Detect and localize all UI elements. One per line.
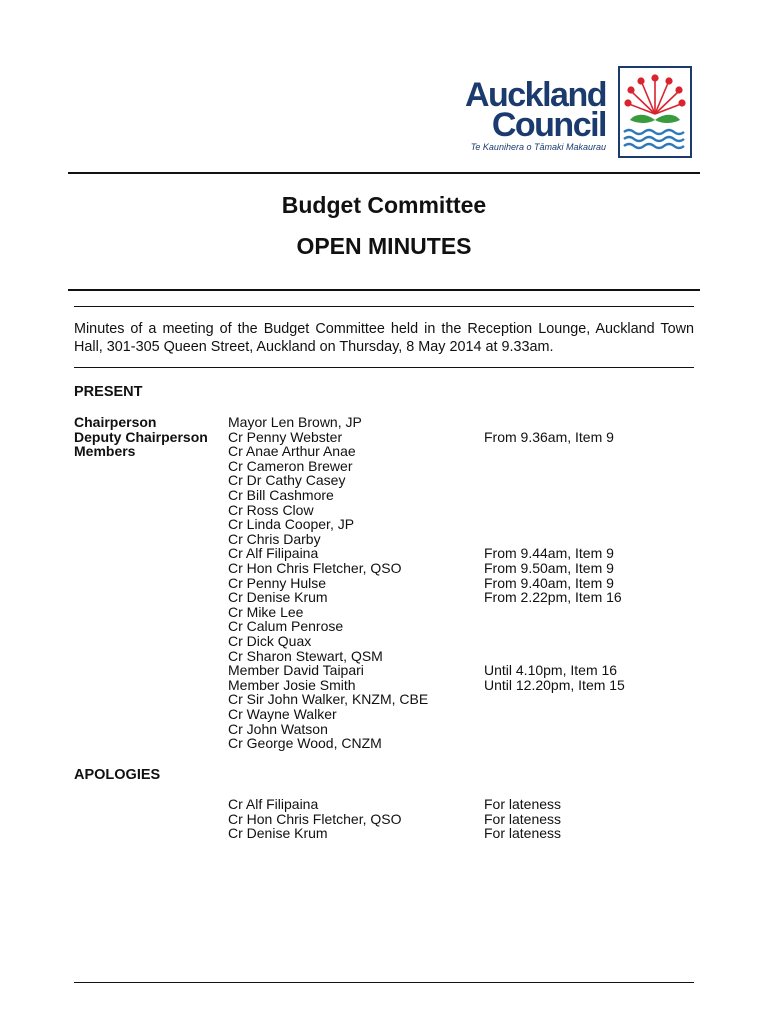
attendance-note: Until 12.20pm, Item 15 [484,676,625,693]
attendee-name: Cr Chris Darby [228,530,321,547]
apology-reason: For lateness [484,825,562,842]
attendance-row [0,736,768,751]
attendance-row [0,473,768,488]
auckland-council-logo [448,64,694,160]
attendance-row [0,517,768,532]
attendee-name: Cr Cameron Brewer [228,457,353,474]
attendance-row [0,444,768,459]
attendance-row [0,605,768,620]
attendee-name: Cr Linda Cooper, JP [228,516,355,533]
attendee-role: Deputy Chairperson [74,428,208,445]
apology-name: Cr Alf Filipaina [228,796,319,812]
attendee-name: Cr Mike Lee [228,603,304,620]
attendance-row [0,707,768,722]
attendance-note: From 9.50am, Item 9 [484,560,614,576]
attendance-row [0,561,768,576]
header-bottom-rule [68,289,700,291]
apology-reason: For lateness [484,796,562,812]
meeting-intro-text: Minutes of a meeting of the Budget Committee held in the Reception Lounge, Auckland Town Hall, 301-305 Queen Street, Auckland on Thursday, 8 May 2014 at 9.33am. [74,321,694,355]
apology-row [0,797,768,812]
apology-name: Cr Hon Chris Fletcher, QSO [228,810,402,827]
logo-tagline: Te Kaunihera o Tāmaki Makaurau [470,142,606,152]
attendee-name: Member David Taipari [228,662,364,679]
apology-row [0,826,768,841]
attendance-row [0,634,768,649]
attendee-name: Cr Hon Chris Fletcher, QSO [228,560,402,576]
attendance-note: Until 4.10pm, Item 16 [484,662,618,679]
attendee-name: Cr Bill Cashmore [228,487,334,503]
attendance-row [0,663,768,678]
attendance-row [0,415,768,430]
attendance-row [0,722,768,737]
attendee-name: Cr John Watson [228,720,328,737]
attendee-name: Cr Penny Hulse [228,574,327,591]
document-title: Budget Committee [281,192,487,218]
present-heading: PRESENT [74,384,143,400]
apology-name: Cr Denise Krum [228,825,328,842]
attendance-note: From 9.40am, Item 9 [484,574,614,591]
attendance-row [0,576,768,591]
document-subtitle: OPEN MINUTES [296,233,472,259]
apologies-heading: APOLOGIES [74,767,161,783]
attendance-row [0,649,768,664]
attendee-name: Cr Sir John Walker, KNZM, CBE [228,691,429,708]
logo-wordmark-line2: Council [491,106,606,144]
attendance-note: From 9.36am, Item 9 [484,428,614,445]
attendance-row [0,488,768,503]
attendee-name: Cr Calum Penrose [228,618,344,635]
attendee-name: Cr Alf Filipaina [228,545,319,562]
attendee-name: Cr Anae Arthur Anae [228,443,356,460]
attendance-note: From 9.44am, Item 9 [484,545,614,562]
footer-rule [74,982,694,983]
attendance-row [0,532,768,547]
pohutukawa-emblem-icon [618,66,692,158]
apology-reason: For lateness [484,810,562,827]
attendance-row [0,503,768,518]
attendance-row [0,619,768,634]
attendance-row [0,590,768,605]
attendance-note: From 2.22pm, Item 16 [484,589,622,606]
logo-wordmark-line1: Auckland [464,76,606,114]
attendee-name: Cr Sharon Stewart, QSM [228,647,383,664]
intro-top-rule [74,306,694,307]
attendee-name: Cr George Wood, CNZM [228,735,382,752]
attendee-name: Member Josie Smith [228,676,356,693]
attendee-name: Cr Dr Cathy Casey [228,472,346,489]
attendee-name: Cr Ross Clow [228,501,314,518]
attendee-name: Cr Dick Quax [228,633,312,649]
header-top-rule [68,172,700,174]
intro-bottom-rule [74,367,694,368]
attendance-row [0,459,768,474]
apology-row [0,812,768,827]
attendee-name: Cr Wayne Walker [228,706,337,722]
attendee-name: Cr Denise Krum [228,589,328,606]
attendee-role: Chairperson [74,414,157,430]
attendance-row [0,692,768,707]
attendee-name: Mayor Len Brown, JP [228,414,362,430]
attendee-role: Members [74,443,136,460]
attendee-name: Cr Penny Webster [228,428,343,445]
